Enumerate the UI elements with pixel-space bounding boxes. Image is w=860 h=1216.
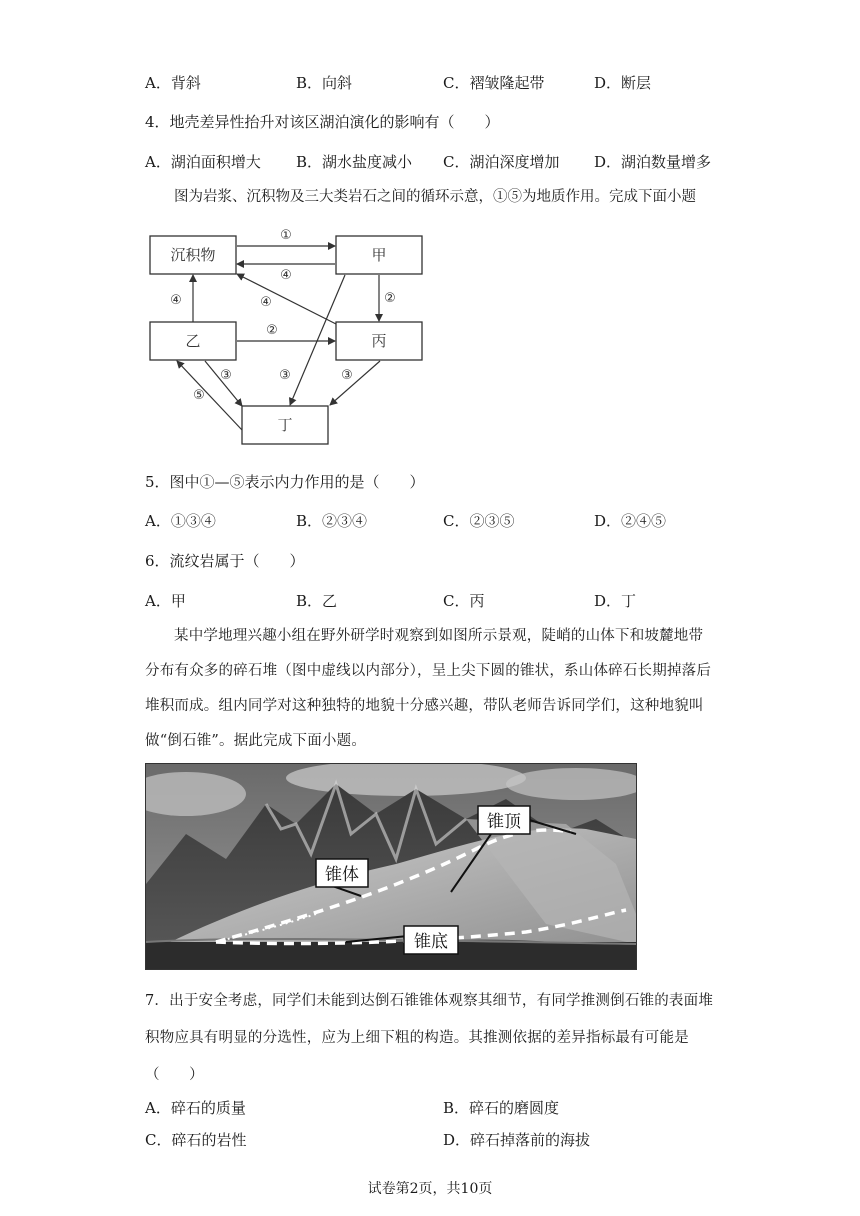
q5-stem: 5．图中①—⑤表示内力作用的是（ ） <box>145 473 425 491</box>
box-yi-label: 乙 <box>185 332 201 350</box>
q4-option-b: B．湖水盐度减小 <box>296 153 413 171</box>
q5-option-c: C．②③⑤ <box>443 512 515 530</box>
page-footer: 试卷第2页，共10页 <box>367 1181 493 1197</box>
label-3-right: ③ <box>341 368 353 383</box>
arrow-bing-to-ding <box>330 361 380 405</box>
label-2-right: ② <box>384 291 396 306</box>
box-ding-label: 丁 <box>277 416 293 434</box>
q4-option-d: D．湖泊数量增多 <box>594 153 712 171</box>
q7-option-a: A．碎石的质量 <box>145 1099 246 1117</box>
label-cone-top: 锥顶 <box>487 812 521 832</box>
talus-cone-photo <box>145 763 637 970</box>
q4-stem: 4．地壳差异性抬升对该区湖泊演化的影响有（ ） <box>145 113 500 131</box>
box-bing-label: 丙 <box>371 332 387 350</box>
label-2-middle: ② <box>266 323 278 338</box>
rock-cycle-intro: 图为岩浆、沉积物及三大类岩石之间的循环示意，①⑤为地质作用。完成下面小题 <box>174 189 696 205</box>
label-4-diagonal: ④ <box>260 295 272 310</box>
box-jia-label: 甲 <box>371 246 387 264</box>
label-4-top: ④ <box>280 268 292 283</box>
q6-stem: 6．流纹岩属于（ ） <box>145 552 305 570</box>
box-sediment-label: 沉积物 <box>170 246 216 264</box>
talus-cone-illustration <box>146 764 636 969</box>
talus-cone-intro: 某中学地理兴趣小组在野外研学时观察到如图所示景观，陡峭的山体下和坡麓地带分布有众多的碎石堆（图中虚线以内部分），呈上尖下圆的锥状，系山体碎石长期掉落后堆积而成。组内同学对这种独特的地貌十分感兴趣，带队老师告诉同学们，这种地貌叫做“倒石锥”。据此完成下面小题。 <box>145 628 712 749</box>
label-cone-bottom: 锥底 <box>414 932 448 952</box>
q6-option-d: D．丁 <box>594 592 637 610</box>
arrow-ding-to-yi <box>177 361 242 430</box>
q4-option-c: C．湖泊深度增加 <box>443 153 560 171</box>
label-cone-body: 锥体 <box>325 865 359 885</box>
q6-option-b: B．乙 <box>296 592 338 610</box>
q3-option-c: C．褶皱隆起带 <box>443 74 545 92</box>
label-3-left: ③ <box>220 368 232 383</box>
q6-option-a: A．甲 <box>145 592 186 610</box>
label-5: ⑤ <box>193 388 205 403</box>
q7-option-c: C．碎石的岩性 <box>145 1131 247 1149</box>
q5-option-a: A．①③④ <box>145 512 216 530</box>
label-3-middle: ③ <box>279 368 291 383</box>
rock-cycle-diagram <box>140 222 440 454</box>
label-1: ① <box>280 228 292 243</box>
q4-option-a: A．湖泊面积增大 <box>145 153 261 171</box>
q5-option-d: D．②④⑤ <box>594 512 667 530</box>
q7-option-b: B．碎石的磨圆度 <box>443 1099 560 1117</box>
q3-option-b: B．向斜 <box>296 74 353 92</box>
q5-option-b: B．②③④ <box>296 512 368 530</box>
label-4-left: ④ <box>170 293 182 308</box>
q6-option-c: C．丙 <box>443 592 485 610</box>
q7-stem: 7．出于安全考虑，同学们未能到达倒石锥锥体观察其细节，有同学推测倒石锥的表面堆积物应具有明显的分选性，应为上细下粗的构造。其推测依据的差异指标最有可能是（ ） <box>145 993 714 1083</box>
q3-option-d: D．断层 <box>594 74 652 92</box>
q3-option-a: A．背斜 <box>145 74 201 92</box>
q7-option-d: D．碎石掉落前的海拔 <box>443 1131 591 1149</box>
